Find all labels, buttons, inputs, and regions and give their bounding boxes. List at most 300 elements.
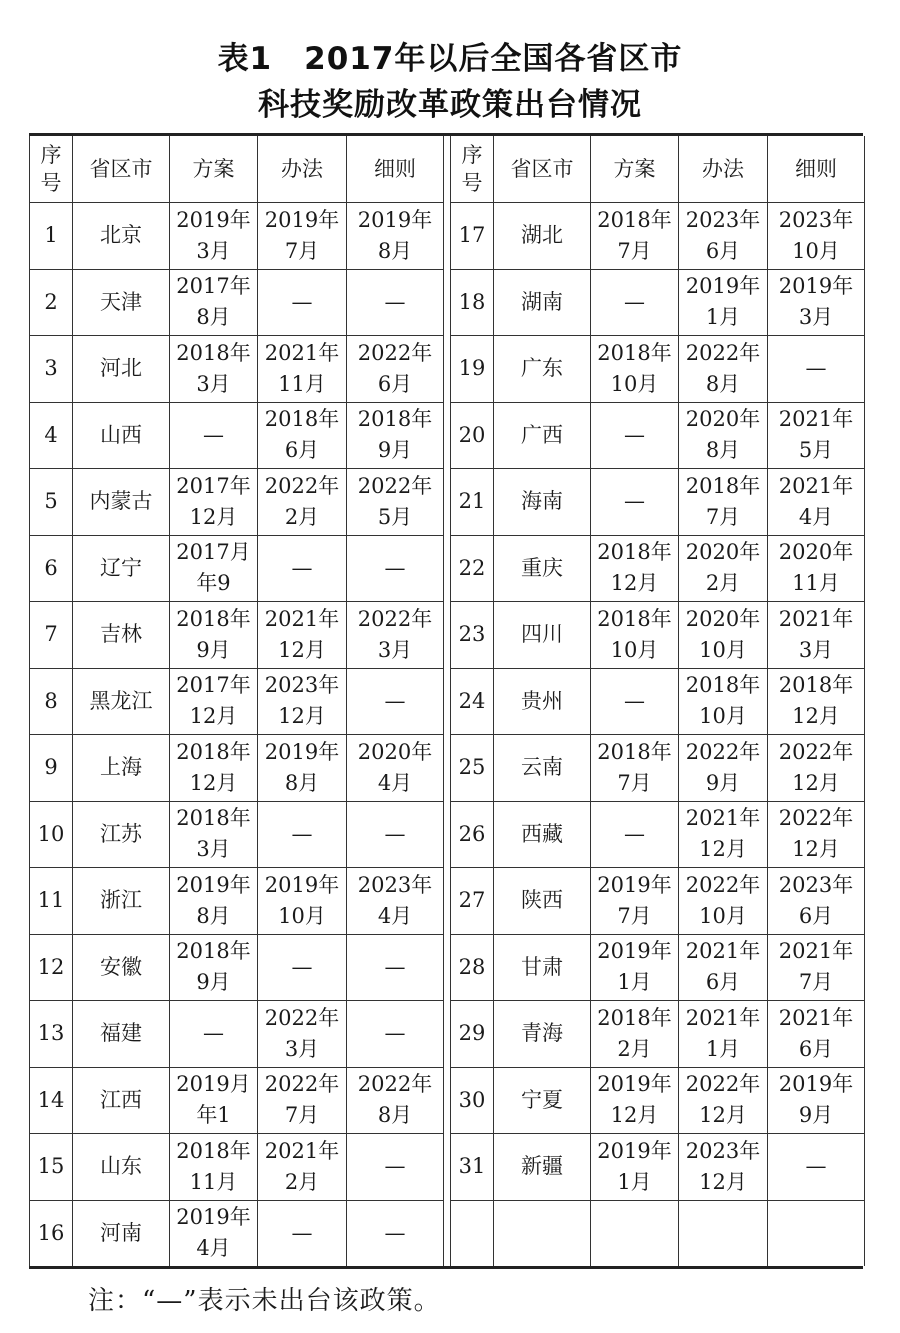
cell-plan xyxy=(591,1200,679,1266)
cell-plan: — xyxy=(591,801,679,868)
cell-line: 2023年 xyxy=(685,207,761,232)
cell-line: 2月 xyxy=(284,1169,320,1194)
cell-rules xyxy=(768,1200,865,1266)
cell-method xyxy=(258,1067,347,1134)
cell-plan xyxy=(591,203,679,270)
title-line-2: 科技奖励改革政策出台情况 xyxy=(258,87,642,123)
cell-method xyxy=(679,469,768,536)
cell-rules xyxy=(347,868,444,935)
cell-line: 3月 xyxy=(798,305,834,330)
cell-method xyxy=(679,535,768,602)
cell-region: 上海 xyxy=(73,735,170,802)
cell-line: 10月 xyxy=(699,704,747,729)
cell-line: 2019年 xyxy=(176,1205,251,1230)
table-row xyxy=(30,668,444,735)
cell-seq: 2 xyxy=(30,269,73,336)
cell-line: 2018年 xyxy=(264,407,340,432)
cell-plan xyxy=(591,1134,679,1201)
cell-rules xyxy=(768,402,865,469)
cell-line: 2020年 xyxy=(778,540,854,565)
cell-rules xyxy=(768,868,865,935)
cell-seq: 22 xyxy=(451,535,494,602)
cell-line: 2017月 xyxy=(176,540,251,565)
cell-method xyxy=(258,1134,347,1201)
cell-seq: 8 xyxy=(30,668,73,735)
cell-line: 2021年 xyxy=(264,340,340,365)
cell-method xyxy=(679,1067,768,1134)
cell-line: 7月 xyxy=(617,770,652,795)
cell-line: 12月 xyxy=(610,1103,659,1128)
cell-seq: 18 xyxy=(451,269,494,336)
table-row xyxy=(451,402,865,469)
cell-line: 2018年 xyxy=(597,739,672,764)
cell-plan xyxy=(591,602,679,669)
cell-rules: — xyxy=(347,1200,444,1266)
cell-rules xyxy=(768,668,865,735)
cell-method xyxy=(679,1200,768,1266)
table-note: 注：“—”表示未出台该政策。 xyxy=(88,1286,441,1316)
table-row xyxy=(451,469,865,536)
cell-region: 辽宁 xyxy=(73,535,170,602)
cell-line: 12月 xyxy=(792,770,840,795)
cell-rules xyxy=(768,602,865,669)
header-rules: 细则 xyxy=(768,136,865,203)
cell-rules xyxy=(347,203,444,270)
cell-method xyxy=(679,336,768,403)
cell-method xyxy=(258,402,347,469)
cell-line: 7月 xyxy=(617,238,652,263)
cell-line: 3月 xyxy=(284,1036,320,1061)
header-plan: 方案 xyxy=(591,136,679,203)
cell-line: 2017年 xyxy=(176,673,251,698)
cell-line: 2021年 xyxy=(264,606,340,631)
cell-line: 1月 xyxy=(705,1036,741,1061)
cell-line: 1月 xyxy=(705,305,741,330)
cell-rules xyxy=(347,1067,444,1134)
header-seq xyxy=(30,136,73,203)
cell-method: — xyxy=(258,535,347,602)
cell-region xyxy=(494,1200,591,1266)
table-row xyxy=(451,535,865,602)
cell-region: 北京 xyxy=(73,203,170,270)
cell-rules: — xyxy=(768,1134,865,1201)
cell-line: 2018年 xyxy=(597,207,672,232)
cell-seq: 24 xyxy=(451,668,494,735)
cell-line: 8月 xyxy=(377,238,413,263)
cell-seq: 10 xyxy=(30,801,73,868)
cell-line: 2019年 xyxy=(357,207,433,232)
cell-rules xyxy=(768,269,865,336)
cell-region: 贵州 xyxy=(494,668,591,735)
cell-rules xyxy=(768,535,865,602)
cell-region: 天津 xyxy=(73,269,170,336)
cell-line: 2022年 xyxy=(685,872,761,897)
cell-line: 9月 xyxy=(705,770,741,795)
cell-line: 2022年 xyxy=(357,340,433,365)
cell-seq: 12 xyxy=(30,934,73,1001)
cell-line: 2018年 xyxy=(685,673,761,698)
cell-line: 2022年 xyxy=(685,340,761,365)
cell-seq xyxy=(451,1200,494,1266)
cell-plan xyxy=(591,535,679,602)
cell-line: 12月 xyxy=(189,704,238,729)
cell-region: 云南 xyxy=(494,735,591,802)
cell-rules: — xyxy=(347,535,444,602)
cell-method xyxy=(679,402,768,469)
cell-line: 12月 xyxy=(278,637,326,662)
cell-line: 2018年 xyxy=(176,806,251,831)
cell-line: 2022年 xyxy=(357,606,433,631)
cell-region: 广东 xyxy=(494,336,591,403)
cell-rules xyxy=(768,801,865,868)
cell-plan xyxy=(170,934,258,1001)
cell-line: 9月 xyxy=(196,637,231,662)
cell-line: 2020年 xyxy=(685,606,761,631)
cell-line: 2019年 xyxy=(778,274,854,299)
cell-seq: 14 xyxy=(30,1067,73,1134)
cell-line: 2023年 xyxy=(357,872,433,897)
cell-seq: 4 xyxy=(30,402,73,469)
cell-region: 新疆 xyxy=(494,1134,591,1201)
cell-line: 2020年 xyxy=(357,739,433,764)
cell-rules: — xyxy=(347,801,444,868)
cell-line: 7月 xyxy=(284,1103,320,1128)
cell-line: 2月 xyxy=(705,571,741,596)
cell-line: 2023年 xyxy=(778,207,854,232)
cell-line: 2018年 xyxy=(597,1005,672,1030)
cell-seq: 7 xyxy=(30,602,73,669)
cell-line: 2021年 xyxy=(778,473,854,498)
table-row xyxy=(30,203,444,270)
cell-plan: — xyxy=(591,469,679,536)
table-row xyxy=(30,269,444,336)
cell-region: 福建 xyxy=(73,1001,170,1068)
cell-line: 8月 xyxy=(377,1103,413,1128)
cell-rules xyxy=(768,1001,865,1068)
cell-region: 宁夏 xyxy=(494,1067,591,1134)
cell-line: 7月 xyxy=(617,903,652,928)
cell-region: 湖南 xyxy=(494,269,591,336)
table-row xyxy=(30,868,444,935)
table-row xyxy=(451,602,865,669)
cell-line: 2021年 xyxy=(778,939,854,964)
table-row xyxy=(30,735,444,802)
cell-line: 2019年 xyxy=(597,939,672,964)
cell-line: 10月 xyxy=(792,238,840,263)
table-row xyxy=(30,1134,444,1201)
cell-seq: 16 xyxy=(30,1200,73,1266)
cell-line: 2021年 xyxy=(264,1138,340,1163)
cell-line: 6月 xyxy=(705,970,741,995)
cell-region: 西藏 xyxy=(494,801,591,868)
cell-seq: 23 xyxy=(451,602,494,669)
cell-rules xyxy=(347,602,444,669)
table-title xyxy=(0,36,900,128)
cell-plan xyxy=(591,336,679,403)
cell-plan xyxy=(170,668,258,735)
cell-line: 2月 xyxy=(284,504,320,529)
cell-seq: 6 xyxy=(30,535,73,602)
cell-region: 重庆 xyxy=(494,535,591,602)
cell-line: 2019年 xyxy=(597,1138,672,1163)
table-row xyxy=(30,1001,444,1068)
cell-seq: 27 xyxy=(451,868,494,935)
cell-line: 2018年 xyxy=(176,939,251,964)
cell-region: 浙江 xyxy=(73,868,170,935)
cell-line: 3月 xyxy=(798,637,834,662)
cell-line: 2018年 xyxy=(176,606,251,631)
cell-rules xyxy=(347,336,444,403)
cell-region: 安徽 xyxy=(73,934,170,1001)
cell-line: 2022年 xyxy=(778,806,854,831)
cell-line: 10月 xyxy=(610,637,659,662)
cell-rules xyxy=(768,934,865,1001)
cell-region: 湖北 xyxy=(494,203,591,270)
cell-plan xyxy=(591,868,679,935)
cell-region: 青海 xyxy=(494,1001,591,1068)
cell-plan: — xyxy=(170,402,258,469)
cell-line: 2018年 xyxy=(597,606,672,631)
cell-line: 2021年 xyxy=(685,939,761,964)
cell-method xyxy=(679,1134,768,1201)
cell-line: 2019年 xyxy=(264,207,340,232)
cell-line: 2019年 xyxy=(685,274,761,299)
left-table xyxy=(29,136,444,1266)
cell-line: 2017年 xyxy=(176,473,251,498)
cell-rules: — xyxy=(347,1001,444,1068)
cell-seq: 30 xyxy=(451,1067,494,1134)
cell-plan xyxy=(170,735,258,802)
cell-seq: 17 xyxy=(451,203,494,270)
cell-line: 2019年 xyxy=(597,872,672,897)
table-row xyxy=(451,336,865,403)
cell-line: 2020年 xyxy=(685,540,761,565)
cell-line: 2022年 xyxy=(264,1005,340,1030)
cell-region: 内蒙古 xyxy=(73,469,170,536)
cell-method xyxy=(679,269,768,336)
cell-method xyxy=(258,868,347,935)
header-region: 省区市 xyxy=(494,136,591,203)
cell-line: 12月 xyxy=(792,704,840,729)
cell-method xyxy=(679,602,768,669)
cell-line: 2019年 xyxy=(176,207,251,232)
cell-plan xyxy=(170,1134,258,1201)
table-row xyxy=(451,1200,865,1266)
cell-rules: — xyxy=(347,269,444,336)
cell-rules xyxy=(768,1067,865,1134)
cell-method: — xyxy=(258,801,347,868)
cell-seq: 11 xyxy=(30,868,73,935)
cell-line: 8月 xyxy=(284,770,320,795)
cell-seq: 1 xyxy=(30,203,73,270)
cell-method xyxy=(679,735,768,802)
cell-plan: — xyxy=(591,402,679,469)
table-row xyxy=(451,868,865,935)
cell-region: 山东 xyxy=(73,1134,170,1201)
cell-line: 年1 xyxy=(196,1103,231,1128)
cell-plan xyxy=(591,1067,679,1134)
cell-line: 2017年 xyxy=(176,274,251,299)
cell-plan xyxy=(170,336,258,403)
cell-region: 甘肃 xyxy=(494,934,591,1001)
cell-line: 12月 xyxy=(610,571,659,596)
header-row xyxy=(30,136,444,203)
cell-rules: — xyxy=(768,336,865,403)
cell-seq: 26 xyxy=(451,801,494,868)
cell-method xyxy=(258,668,347,735)
table-row xyxy=(451,203,865,270)
cell-seq: 9 xyxy=(30,735,73,802)
header-region: 省区市 xyxy=(73,136,170,203)
cell-line: 4月 xyxy=(377,770,413,795)
cell-line: 2019年 xyxy=(778,1072,854,1097)
cell-region: 陕西 xyxy=(494,868,591,935)
cell-plan xyxy=(591,735,679,802)
cell-line: 2021年 xyxy=(778,407,854,432)
cell-line: 12月 xyxy=(189,770,238,795)
cell-line: 12月 xyxy=(278,704,326,729)
cell-method xyxy=(679,1001,768,1068)
table-row xyxy=(30,336,444,403)
cell-method: — xyxy=(258,934,347,1001)
table-row xyxy=(451,668,865,735)
cell-line: 7月 xyxy=(798,970,834,995)
cell-line: 2019年 xyxy=(264,872,340,897)
cell-seq: 29 xyxy=(451,1001,494,1068)
table-row xyxy=(30,1200,444,1266)
cell-line: 12月 xyxy=(699,837,747,862)
cell-line: 9月 xyxy=(798,1103,834,1128)
header-method: 办法 xyxy=(258,136,347,203)
cell-seq: 28 xyxy=(451,934,494,1001)
cell-line: 10月 xyxy=(699,903,747,928)
cell-line: 2018年 xyxy=(778,673,854,698)
cell-method xyxy=(258,602,347,669)
cell-line: 2019年 xyxy=(264,739,340,764)
table-row xyxy=(451,1001,865,1068)
header-seq xyxy=(451,136,494,203)
cell-seq: 13 xyxy=(30,1001,73,1068)
header-row xyxy=(451,136,865,203)
cell-line: 2019月 xyxy=(176,1072,251,1097)
table-row xyxy=(451,1067,865,1134)
cell-line: 6月 xyxy=(284,438,320,463)
cell-line: 3月 xyxy=(377,637,413,662)
cell-seq: 20 xyxy=(451,402,494,469)
cell-line: 8月 xyxy=(705,438,741,463)
title-line-1: 表1 2017年以后全国各省区市 xyxy=(217,41,683,77)
cell-region: 江西 xyxy=(73,1067,170,1134)
table-row xyxy=(30,934,444,1001)
cell-line: 11月 xyxy=(278,371,326,396)
cell-line: 2021年 xyxy=(778,606,854,631)
cell-plan xyxy=(591,1001,679,1068)
cell-line: 5月 xyxy=(377,504,413,529)
cell-line: 4月 xyxy=(377,903,413,928)
policy-table xyxy=(29,133,863,1269)
cell-plan xyxy=(170,1200,258,1266)
cell-seq: 15 xyxy=(30,1134,73,1201)
table-row xyxy=(30,602,444,669)
cell-line: 7月 xyxy=(705,504,741,529)
header-seq-text: 序号 xyxy=(461,143,483,195)
cell-line: 3月 xyxy=(196,837,231,862)
cell-line: 9月 xyxy=(196,970,231,995)
table-row xyxy=(30,402,444,469)
cell-line: 12月 xyxy=(792,837,840,862)
cell-method xyxy=(258,203,347,270)
cell-line: 年9 xyxy=(196,571,231,596)
cell-line: 10月 xyxy=(278,903,326,928)
cell-line: 11月 xyxy=(189,1169,238,1194)
cell-plan xyxy=(170,801,258,868)
cell-line: 2023年 xyxy=(685,1138,761,1163)
cell-line: 8月 xyxy=(705,371,741,396)
cell-line: 2018年 xyxy=(176,340,251,365)
cell-rules xyxy=(347,735,444,802)
cell-rules xyxy=(768,469,865,536)
cell-plan xyxy=(591,934,679,1001)
cell-line: 2021年 xyxy=(778,1005,854,1030)
cell-line: 2021年 xyxy=(685,806,761,831)
cell-method xyxy=(258,469,347,536)
table-row xyxy=(451,735,865,802)
cell-seq: 3 xyxy=(30,336,73,403)
cell-region: 河北 xyxy=(73,336,170,403)
right-table-body xyxy=(451,203,865,1267)
cell-line: 1月 xyxy=(617,1169,652,1194)
cell-line: 2018年 xyxy=(176,739,251,764)
cell-plan: — xyxy=(170,1001,258,1068)
cell-line: 2018年 xyxy=(597,540,672,565)
cell-line: 5月 xyxy=(798,438,834,463)
cell-line: 9月 xyxy=(377,438,413,463)
header-seq-text: 序号 xyxy=(40,143,62,195)
cell-method xyxy=(679,868,768,935)
cell-line: 2022年 xyxy=(778,739,854,764)
table-row xyxy=(30,535,444,602)
cell-line: 2022年 xyxy=(357,1072,433,1097)
cell-method xyxy=(258,735,347,802)
cell-line: 2022年 xyxy=(357,473,433,498)
cell-line: 6月 xyxy=(798,1036,834,1061)
cell-method xyxy=(679,203,768,270)
cell-seq: 25 xyxy=(451,735,494,802)
cell-rules: — xyxy=(347,668,444,735)
cell-plan xyxy=(170,535,258,602)
cell-method: — xyxy=(258,269,347,336)
cell-plan xyxy=(170,602,258,669)
cell-plan: — xyxy=(591,269,679,336)
cell-plan xyxy=(170,469,258,536)
cell-rules xyxy=(347,402,444,469)
cell-line: 4月 xyxy=(798,504,834,529)
cell-seq: 21 xyxy=(451,469,494,536)
table-row xyxy=(30,469,444,536)
table-row xyxy=(30,1067,444,1134)
cell-line: 2月 xyxy=(617,1036,652,1061)
header-method: 办法 xyxy=(679,136,768,203)
left-table-body xyxy=(30,203,444,1267)
cell-rules xyxy=(347,469,444,536)
table-row xyxy=(451,801,865,868)
cell-line: 2018年 xyxy=(357,407,433,432)
cell-method: — xyxy=(258,1200,347,1266)
cell-line: 2022年 xyxy=(685,739,761,764)
cell-line: 2019年 xyxy=(176,872,251,897)
cell-method xyxy=(679,668,768,735)
cell-line: 2021年 xyxy=(685,1005,761,1030)
